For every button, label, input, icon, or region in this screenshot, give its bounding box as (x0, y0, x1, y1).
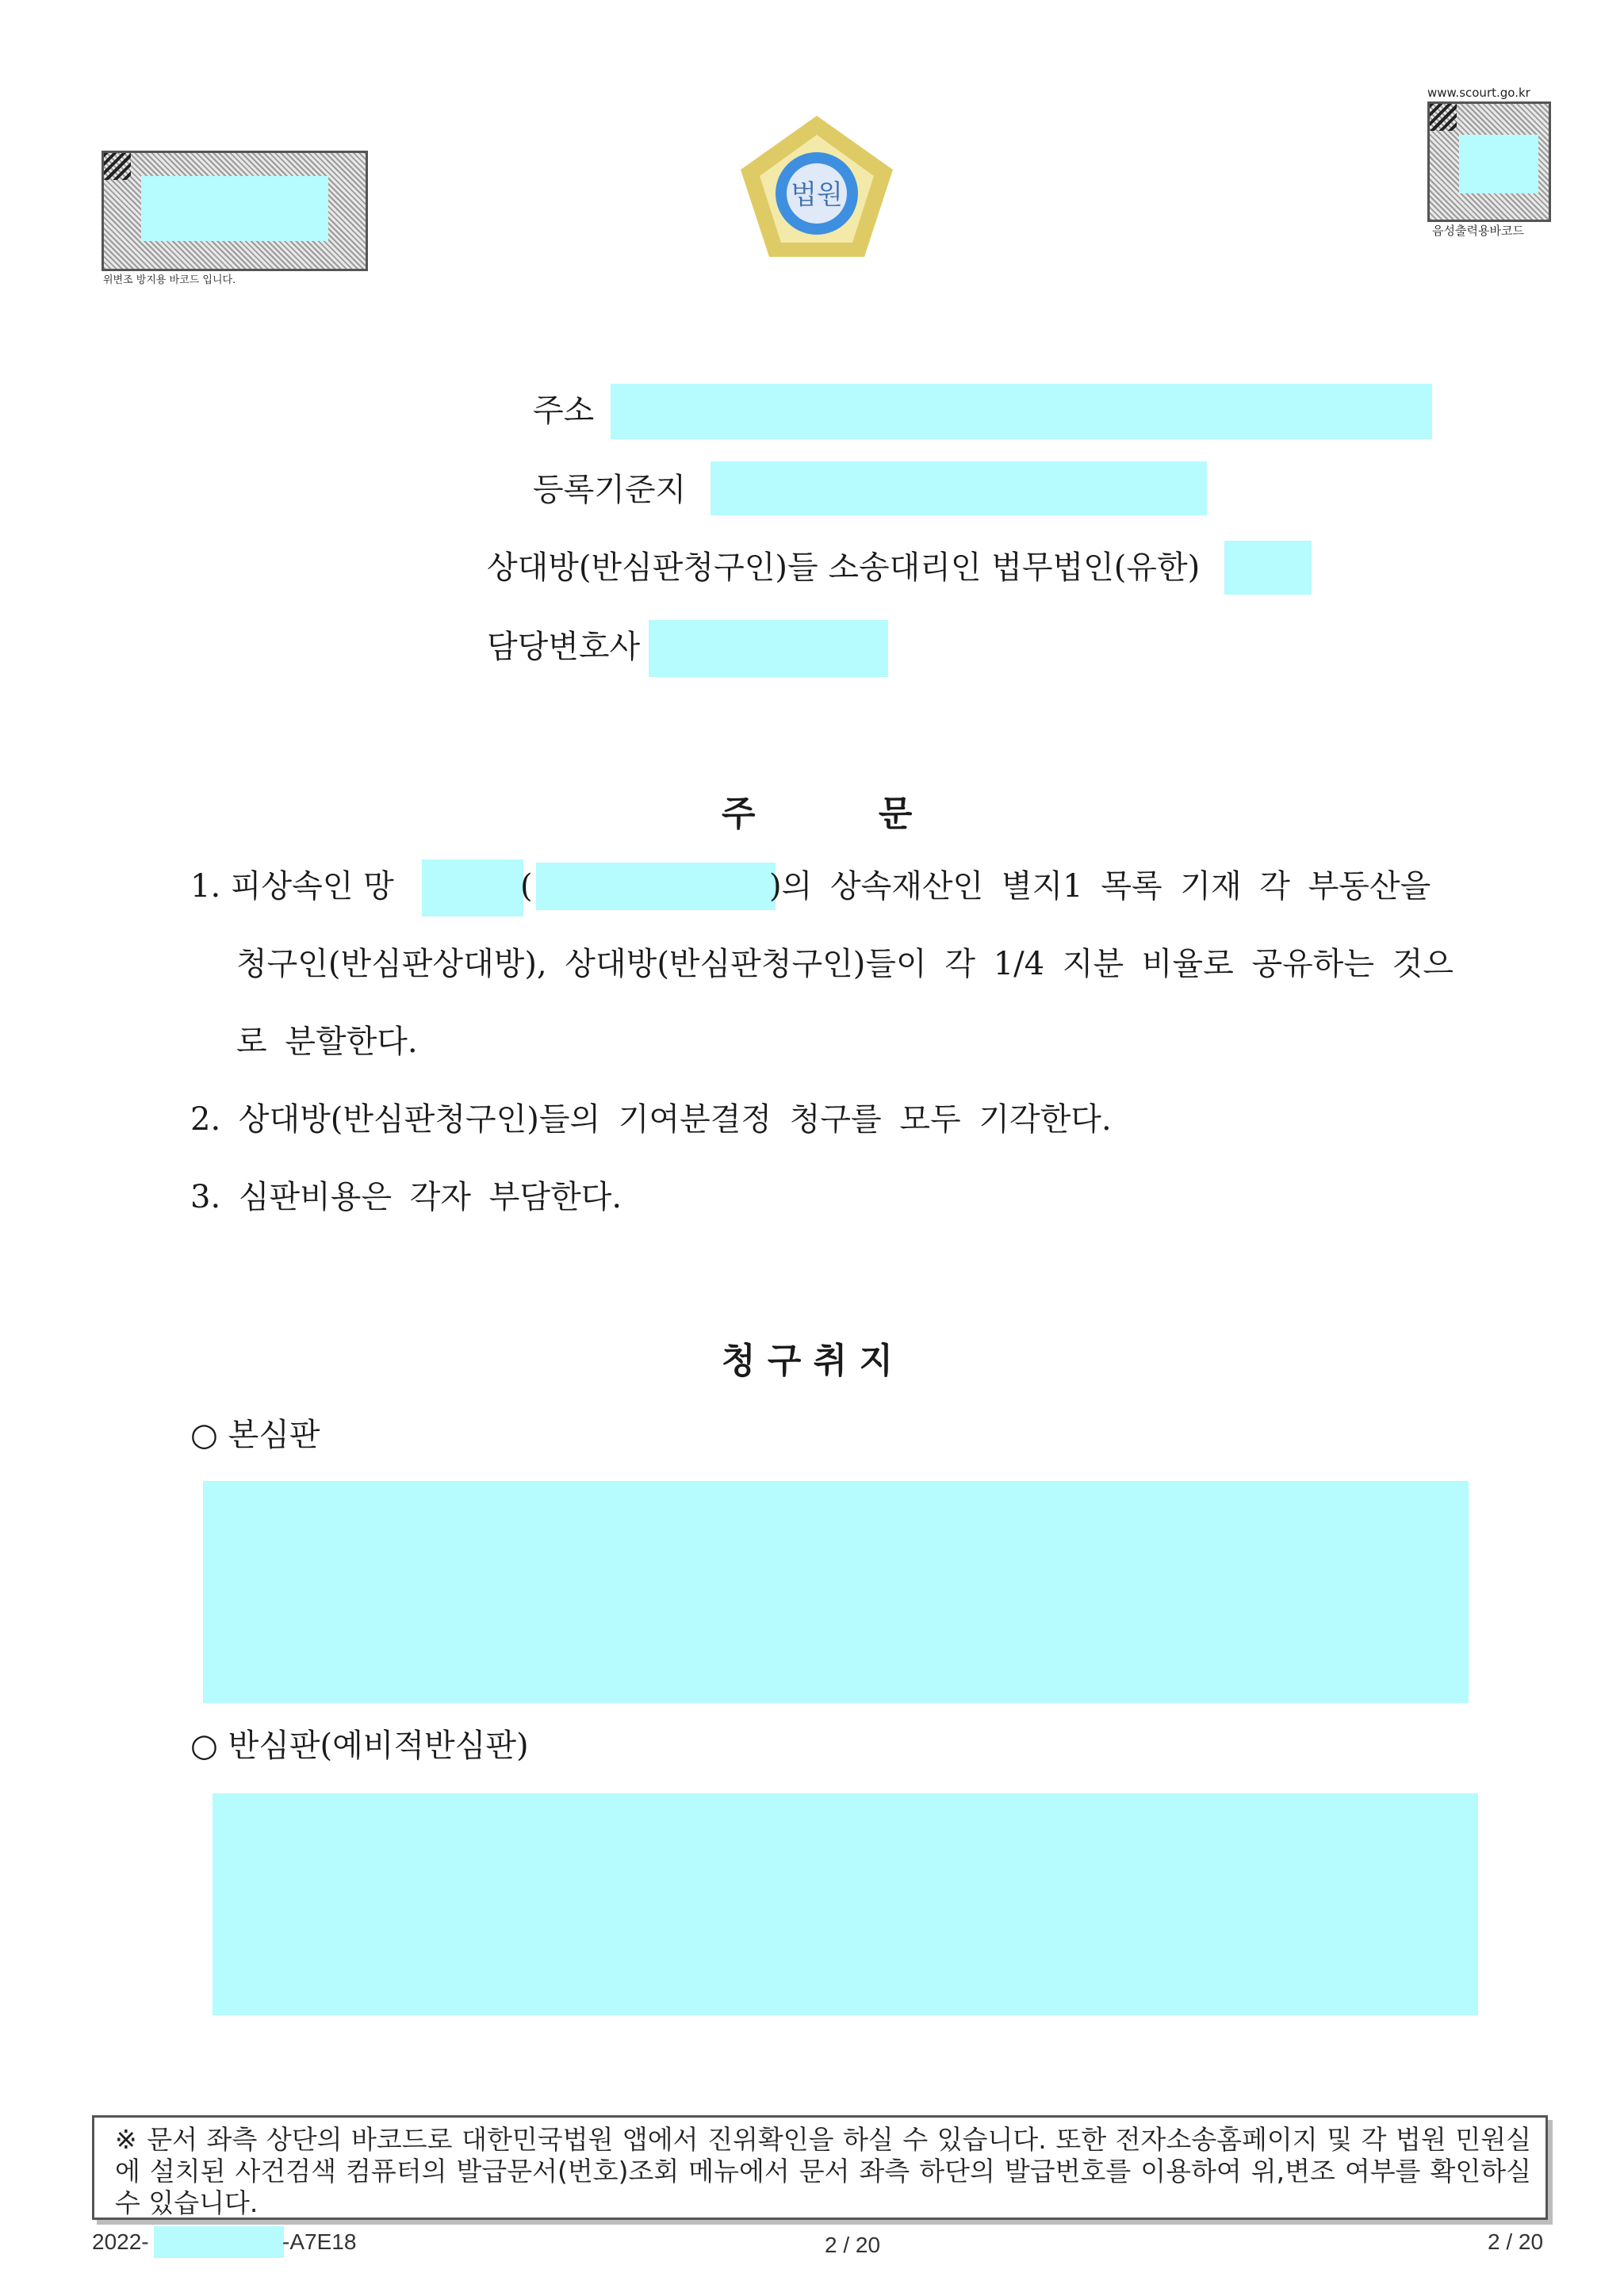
court-emblem-icon (737, 111, 896, 262)
attorney-label: 담당변호사 (487, 629, 641, 665)
page-number-center: 2 / 20 (825, 2233, 881, 2257)
counsel-label: 상대방(반심판청구인)들 소송대리인 법무법인(유한) (487, 549, 1201, 586)
notice-text: ※ 문서 좌측 상단의 바코드로 대한민국법원 앱에서 진위확인을 하실 수 있습니다. 또한 전자소송홈페이지 및 각 법원 민원실에 설치된 사건검색 컴퓨터의 발급문서(번호)조회 메뉴에서 문서 좌측 하단의 발급번호를 이용하여 위,변조 여부를 확인하실 수 있습니다. (115, 2124, 1531, 2218)
redacted-law-firm (1224, 541, 1312, 595)
order-item-1-paren: ( (520, 868, 533, 905)
redacted-address (611, 384, 1432, 439)
order-item-1-prefix: 1. 피상속인 망 (190, 868, 394, 905)
issue-number-prefix: 2022- (92, 2229, 149, 2254)
page-number-right: 2 / 20 (1488, 2229, 1544, 2254)
claim-title: 청 구 취 지 (722, 1341, 893, 1381)
scourt-url: www.scourt.go.kr (1427, 86, 1530, 100)
main-trial-label: ○ 본심판 (190, 1417, 320, 1453)
redacted-barcode-number (141, 176, 328, 241)
redacted-issue-number (154, 2226, 284, 2258)
order-item-1-line-2: 청구인(반심판상대방), 상대방(반심판청구인)들이 각 1/4 지분 비율로 공유하는 것으 (236, 946, 1454, 982)
order-item-1-line-3: 로 분할한다. (236, 1024, 418, 1060)
issue-number-suffix: -A7E18 (282, 2229, 357, 2254)
redacted-attorney (649, 620, 888, 677)
registration-label: 등록기준지 (533, 472, 687, 508)
redacted-voice-barcode (1459, 135, 1538, 193)
left-barcode-caption: 위변조 방지용 바코드 입니다. (103, 274, 236, 286)
redacted-main-trial-claim (203, 1481, 1469, 1703)
order-item-3: 3. 심판비용은 각자 부담한다. (190, 1179, 622, 1215)
redacted-decedent-id (536, 863, 776, 910)
emblem-text: 법원 (791, 179, 843, 211)
redacted-decedent-name (422, 859, 523, 916)
order-item-2: 2. 상대방(반심판청구인)들의 기여분결정 청구를 모두 기각한다. (190, 1101, 1112, 1138)
redacted-counter-trial-claim (213, 1793, 1478, 2015)
address-label: 주소 (533, 392, 595, 429)
right-barcode-caption: 음성출력용바코드 (1432, 224, 1524, 238)
counter-trial-label: ○ 반심판(예비적반심판) (190, 1728, 529, 1764)
order-item-1-suffix: )의 상속재산인 별지1 목록 기재 각 부동산을 (769, 868, 1431, 905)
order-title: 주 문 (722, 794, 913, 834)
redacted-registration (710, 461, 1207, 515)
authenticity-notice (92, 2115, 1548, 2220)
